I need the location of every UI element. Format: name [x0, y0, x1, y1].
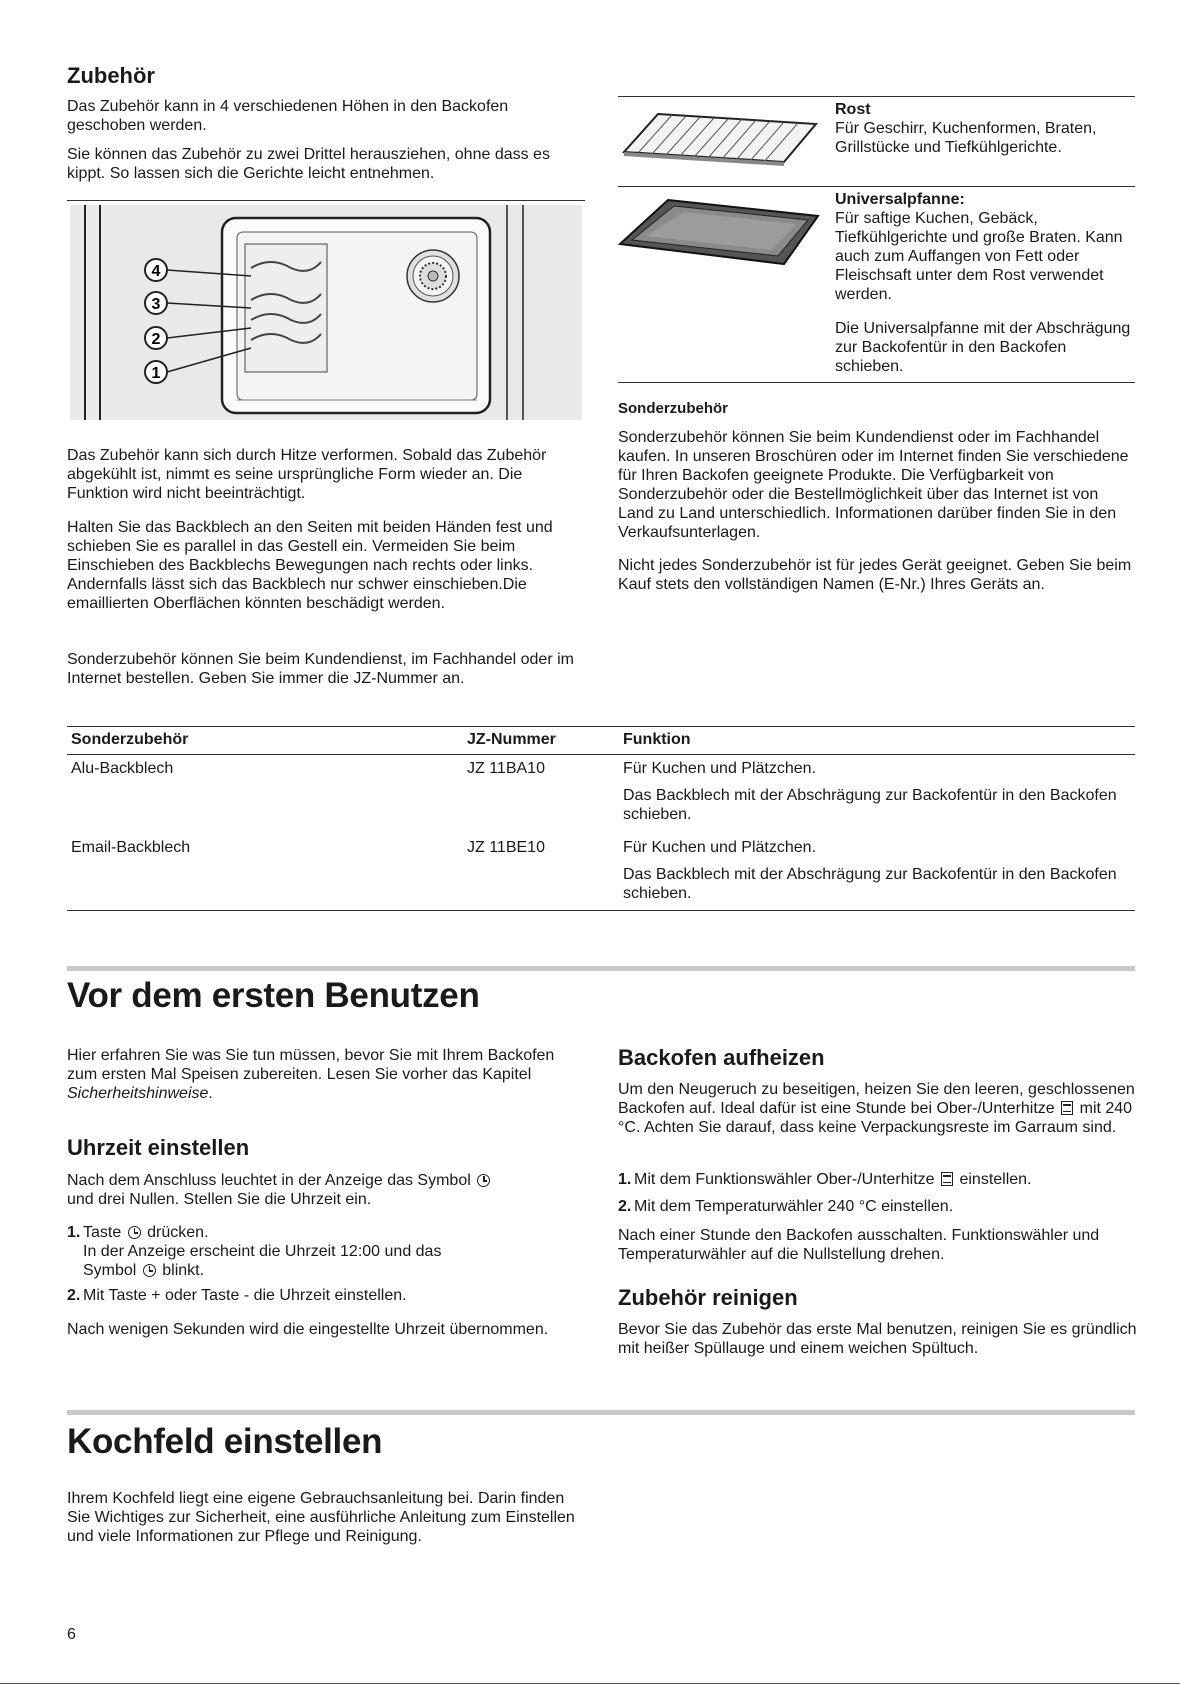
- section-heading-zubehoer: Zubehör: [67, 63, 155, 88]
- rost-illustration: [620, 110, 820, 168]
- zubehoer-paragraph-1: Das Zubehör kann in 4 verschiedenen Höhen in den Backofen geschoben werden.: [67, 98, 509, 134]
- table-cell-funktion: [619, 824, 1135, 909]
- universalpfanne-title: Universalpfanne:: [835, 191, 965, 208]
- aufheizen-paragraph-1: Um den Neugeruch zu beseitigen, heizen Sie den leeren, geschlossenen Backofen auf. Ideal dafür ist eine Stunde bei Ober-/Unterhitze mit 240 °C. Achten Sie darauf, dass keine Verpackungsreste im Garraum sind.: [618, 1081, 1135, 1136]
- funktion-line-1: Für Kuchen und Plätzchen.: [623, 760, 817, 777]
- reinigen-paragraph: Bevor Sie das Zubehör das erste Mal benutzen, reinigen Sie es gründlich mit heißer Spüllauge und einem weichen Spültuch.: [618, 1321, 1137, 1357]
- rost-title: Rost: [835, 101, 871, 118]
- table-header-jz-nummer: JZ-Nummer: [463, 728, 619, 755]
- zubehoer-paragraph-4: Halten Sie das Backblech an den Seiten mit beiden Händen fest und schieben Sie es parallel in das Gestell ein. Vermeiden Sie beim Einschieben des Backblechs Bewegungen nach rechts oder links. Andernfalls lässt sich das Backblech nur schwer einschieben.Die emaillierten Oberflächen könnten beschädigt werden.: [67, 519, 553, 612]
- uhrzeit-steps: [67, 1223, 587, 1305]
- chapter-heading-vor-dem-ersten-benutzen: Vor dem ersten Benutzen: [67, 976, 480, 1015]
- section-heading-zubehoer-reinigen: Zubehör reinigen: [618, 1285, 798, 1310]
- table-cell-name: Alu-Backblech: [71, 760, 174, 777]
- table-row: [67, 824, 1135, 909]
- aufheizen-steps: [618, 1170, 1138, 1216]
- uhrzeit-paragraph-2: Nach wenigen Sekunden wird die eingestellte Uhrzeit übernommen.: [67, 1321, 549, 1338]
- svg-text:1: 1: [151, 365, 161, 382]
- table-cell-funktion: [619, 755, 1135, 825]
- top-bottom-heat-icon: [941, 1172, 953, 1186]
- section-heading-backofen-aufheizen: Backofen aufheizen: [618, 1045, 825, 1070]
- table-header-funktion: Funktion: [619, 728, 1135, 755]
- uhrzeit-paragraph-1: Nach dem Anschluss leuchtet in der Anzeige das Symbol und drei Nullen. Stellen Sie die Uhrzeit ein.: [67, 1171, 587, 1209]
- table-row: [67, 755, 1135, 825]
- clock-icon: [477, 1174, 490, 1187]
- zubehoer-paragraph-2: Sie können das Zubehör zu zwei Drittel herausziehen, ohne dass es kippt. So lassen sich die Gerichte leicht entnehmen.: [67, 146, 550, 182]
- universalpfanne-illustration: [618, 194, 822, 266]
- list-item: 2. Mit dem Temperaturwähler 240 °C einstellen.: [618, 1198, 954, 1215]
- top-bottom-heat-icon: [1061, 1101, 1073, 1115]
- table-cell-nr: JZ 11BE10: [467, 839, 545, 856]
- sonderzubehoer-paragraph-2: Nicht jedes Sonderzubehör ist für jedes Gerät geeignet. Geben Sie beim Kauf stets den vollständigen Namen (E-Nr.) Ihres Geräts an.: [618, 557, 1132, 593]
- section-heading-uhrzeit: Uhrzeit einstellen: [67, 1135, 250, 1160]
- vor-intro: Hier erfahren Sie was Sie tun müssen, bevor Sie mit Ihrem Backofen zum ersten Mal Speisen zubereiten. Lesen Sie vorher das Kapitel Sicherheitshinweise.: [67, 1047, 555, 1102]
- universalpfanne-note: Die Universalpfanne mit der Abschrägung zur Backofentür in den Backofen schieben.: [835, 320, 1131, 375]
- funktion-line-2: Das Backblech mit der Abschrägung zur Backofentür in den Backofen schieben.: [623, 866, 1117, 902]
- svg-text:3: 3: [151, 296, 161, 313]
- table-cell-name: Email-Backblech: [71, 839, 191, 856]
- list-item: 1. Mit dem Funktionswähler Ober-/Unterhitze einstellen.: [618, 1171, 1032, 1188]
- sonderzubehoer-table: [67, 728, 1135, 909]
- list-item: 1. Taste drücken. In der Anzeige erscheint die Uhrzeit 12:00 und das Symbol blinkt.: [67, 1224, 442, 1279]
- funktion-line-1: Für Kuchen und Plätzchen.: [623, 839, 817, 856]
- aufheizen-paragraph-2: Nach einer Stunde den Backofen ausschalten. Funktionswähler und Temperaturwähler auf die Nullstellung drehen.: [618, 1227, 1100, 1263]
- zubehoer-paragraph-5: Sonderzubehör können Sie beim Kundendienst, im Fachhandel oder im Internet bestellen. Geben Sie immer die JZ-Nummer an.: [67, 651, 574, 687]
- list-item: 2. Mit Taste + oder Taste - die Uhrzeit einstellen.: [67, 1287, 407, 1304]
- page-number: 6: [67, 1626, 76, 1643]
- funktion-line-2: Das Backblech mit der Abschrägung zur Backofentür in den Backofen schieben.: [623, 787, 1117, 823]
- table-cell-nr: JZ 11BA10: [467, 760, 545, 777]
- clock-icon: [143, 1264, 156, 1277]
- table-header-sonderzubehoer: Sonderzubehör: [67, 728, 463, 755]
- rost-description: Für Geschirr, Kuchenformen, Braten, Grillstücke und Tiefkühlgerichte.: [835, 120, 1097, 156]
- sonderzubehoer-heading: Sonderzubehör: [618, 400, 729, 417]
- clock-icon: [128, 1226, 141, 1239]
- zubehoer-paragraph-3: Das Zubehör kann sich durch Hitze verformen. Sobald das Zubehör abgekühlt ist, nimmt es seine ursprüngliche Form wieder an. Die Funktion wird nicht beeinträchtigt.: [67, 447, 547, 502]
- sonderzubehoer-paragraph-1: Sonderzubehör können Sie beim Kundendienst oder im Fachhandel kaufen. In unseren Broschüren oder im Internet finden Sie verschiedene für Ihren Backofen geeignete Produkte. Die Verfügbarkeit von Sonderzubehör oder die Bestellmöglichkeit über das Internet ist von Land zu Land unterschiedlich. Informationen darüber finden Sie in den Verkaufsunterlagen.: [618, 429, 1129, 541]
- universalpfanne-description: Für saftige Kuchen, Gebäck, Tiefkühlgerichte und große Braten. Kann auch zum Auffangen von Fett oder Fleischsaft unter dem Rost verwendet werden.: [835, 210, 1123, 303]
- svg-text:2: 2: [151, 331, 161, 348]
- kochfeld-paragraph: Ihrem Kochfeld liegt eine eigene Gebrauchsanleitung bei. Darin finden Sie Wichtiges zur Sicherheit, eine ausführliche Anleitung zum Einstellen und viele Informationen zur Pflege und Reinigung.: [67, 1490, 575, 1545]
- chapter-heading-kochfeld-einstellen: Kochfeld einstellen: [67, 1422, 383, 1461]
- svg-text:4: 4: [151, 263, 161, 280]
- oven-levels-illustration: [67, 200, 585, 422]
